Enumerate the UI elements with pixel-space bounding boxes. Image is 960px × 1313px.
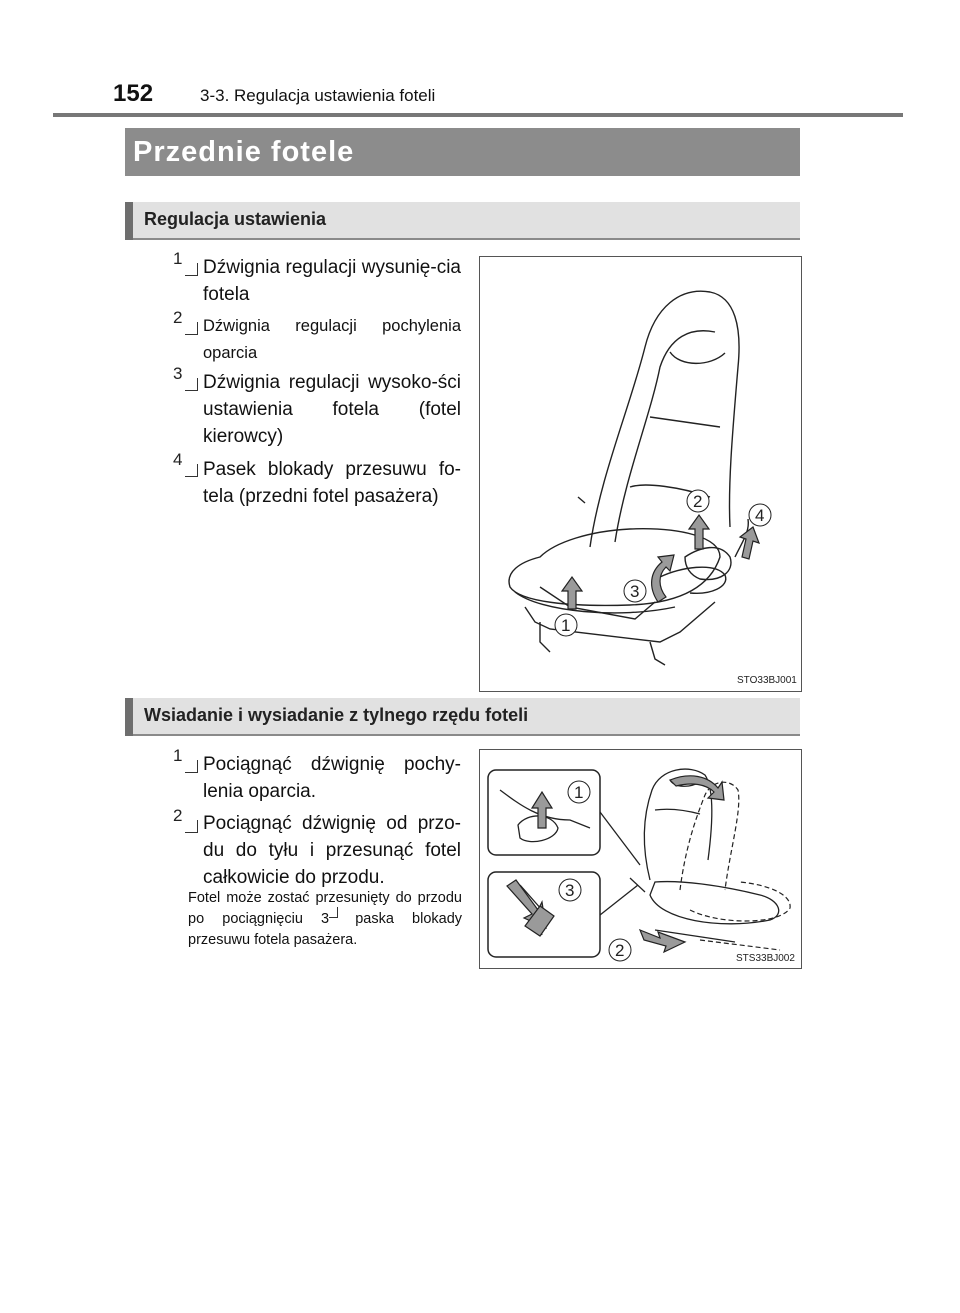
rear-access-illustration	[480, 750, 801, 968]
note-text-start: Fotel może zostać przesunięty do przodu po pociągnięciu	[188, 890, 462, 927]
adjustment-item-4: Pasek blokady przesuwu fo-tela (przedni fotel pasażera)	[203, 459, 461, 507]
step-number-1: 1	[173, 249, 193, 273]
callout-3: 3	[630, 582, 640, 601]
note-text-end: paska blokady przesuwu fotela pasażera.	[188, 911, 463, 948]
step-number-2: 2	[173, 806, 193, 830]
rear-access-note	[188, 888, 462, 951]
figure-code: STS33BJ002	[736, 953, 795, 964]
rear-access-heading: Wsiadanie i wysiadanie z tylnego rzędu foteli	[144, 705, 529, 725]
callout-4: 4	[755, 506, 765, 525]
rear-access-heading-bar	[125, 698, 800, 736]
rear-access-figure	[479, 749, 802, 969]
header-rule	[53, 113, 903, 117]
seat-illustration	[480, 257, 801, 691]
chapter-title: 3-3. Regulacja ustawienia foteli	[200, 86, 436, 105]
rear-access-item-1: Pociągnąć dźwignię pochy-lenia oparcia.	[203, 754, 461, 802]
adjustment-heading-bar	[125, 202, 800, 240]
adjustment-item-1: Dźwignia regulacji wysunię-cia fotela	[203, 257, 461, 305]
step-number-4: 4	[173, 450, 193, 474]
adjustment-item-3: Dźwignia regulacji wysoko-ści ustawienia fotela (fotel kierowcy)	[203, 372, 461, 447]
step-number-3: 3	[173, 364, 193, 388]
callout-2: 2	[693, 492, 703, 511]
adjustment-item-2: Dźwignia regulacji pochylenia oparcia	[203, 317, 461, 362]
adjustment-heading: Regulacja ustawienia	[144, 209, 327, 229]
step-number-2: 2	[173, 308, 193, 332]
section-title-bar	[125, 128, 800, 176]
note-step-number: 3	[321, 909, 337, 930]
seat-adjustment-figure	[479, 256, 802, 692]
section-title: Przednie fotele	[133, 136, 355, 168]
step-number-1: 1	[173, 746, 193, 770]
callout-3: 3	[565, 881, 575, 900]
callout-2: 2	[615, 941, 625, 960]
figure-code: STO33BJ001	[737, 675, 797, 686]
rear-access-item-2: Pociągnąć dźwignię od przo-du do tyłu i przesunąć fotel całkowicie do przodu.	[203, 813, 461, 888]
page-number: 152	[113, 80, 154, 107]
callout-1: 1	[561, 616, 571, 635]
callout-1: 1	[574, 783, 584, 802]
